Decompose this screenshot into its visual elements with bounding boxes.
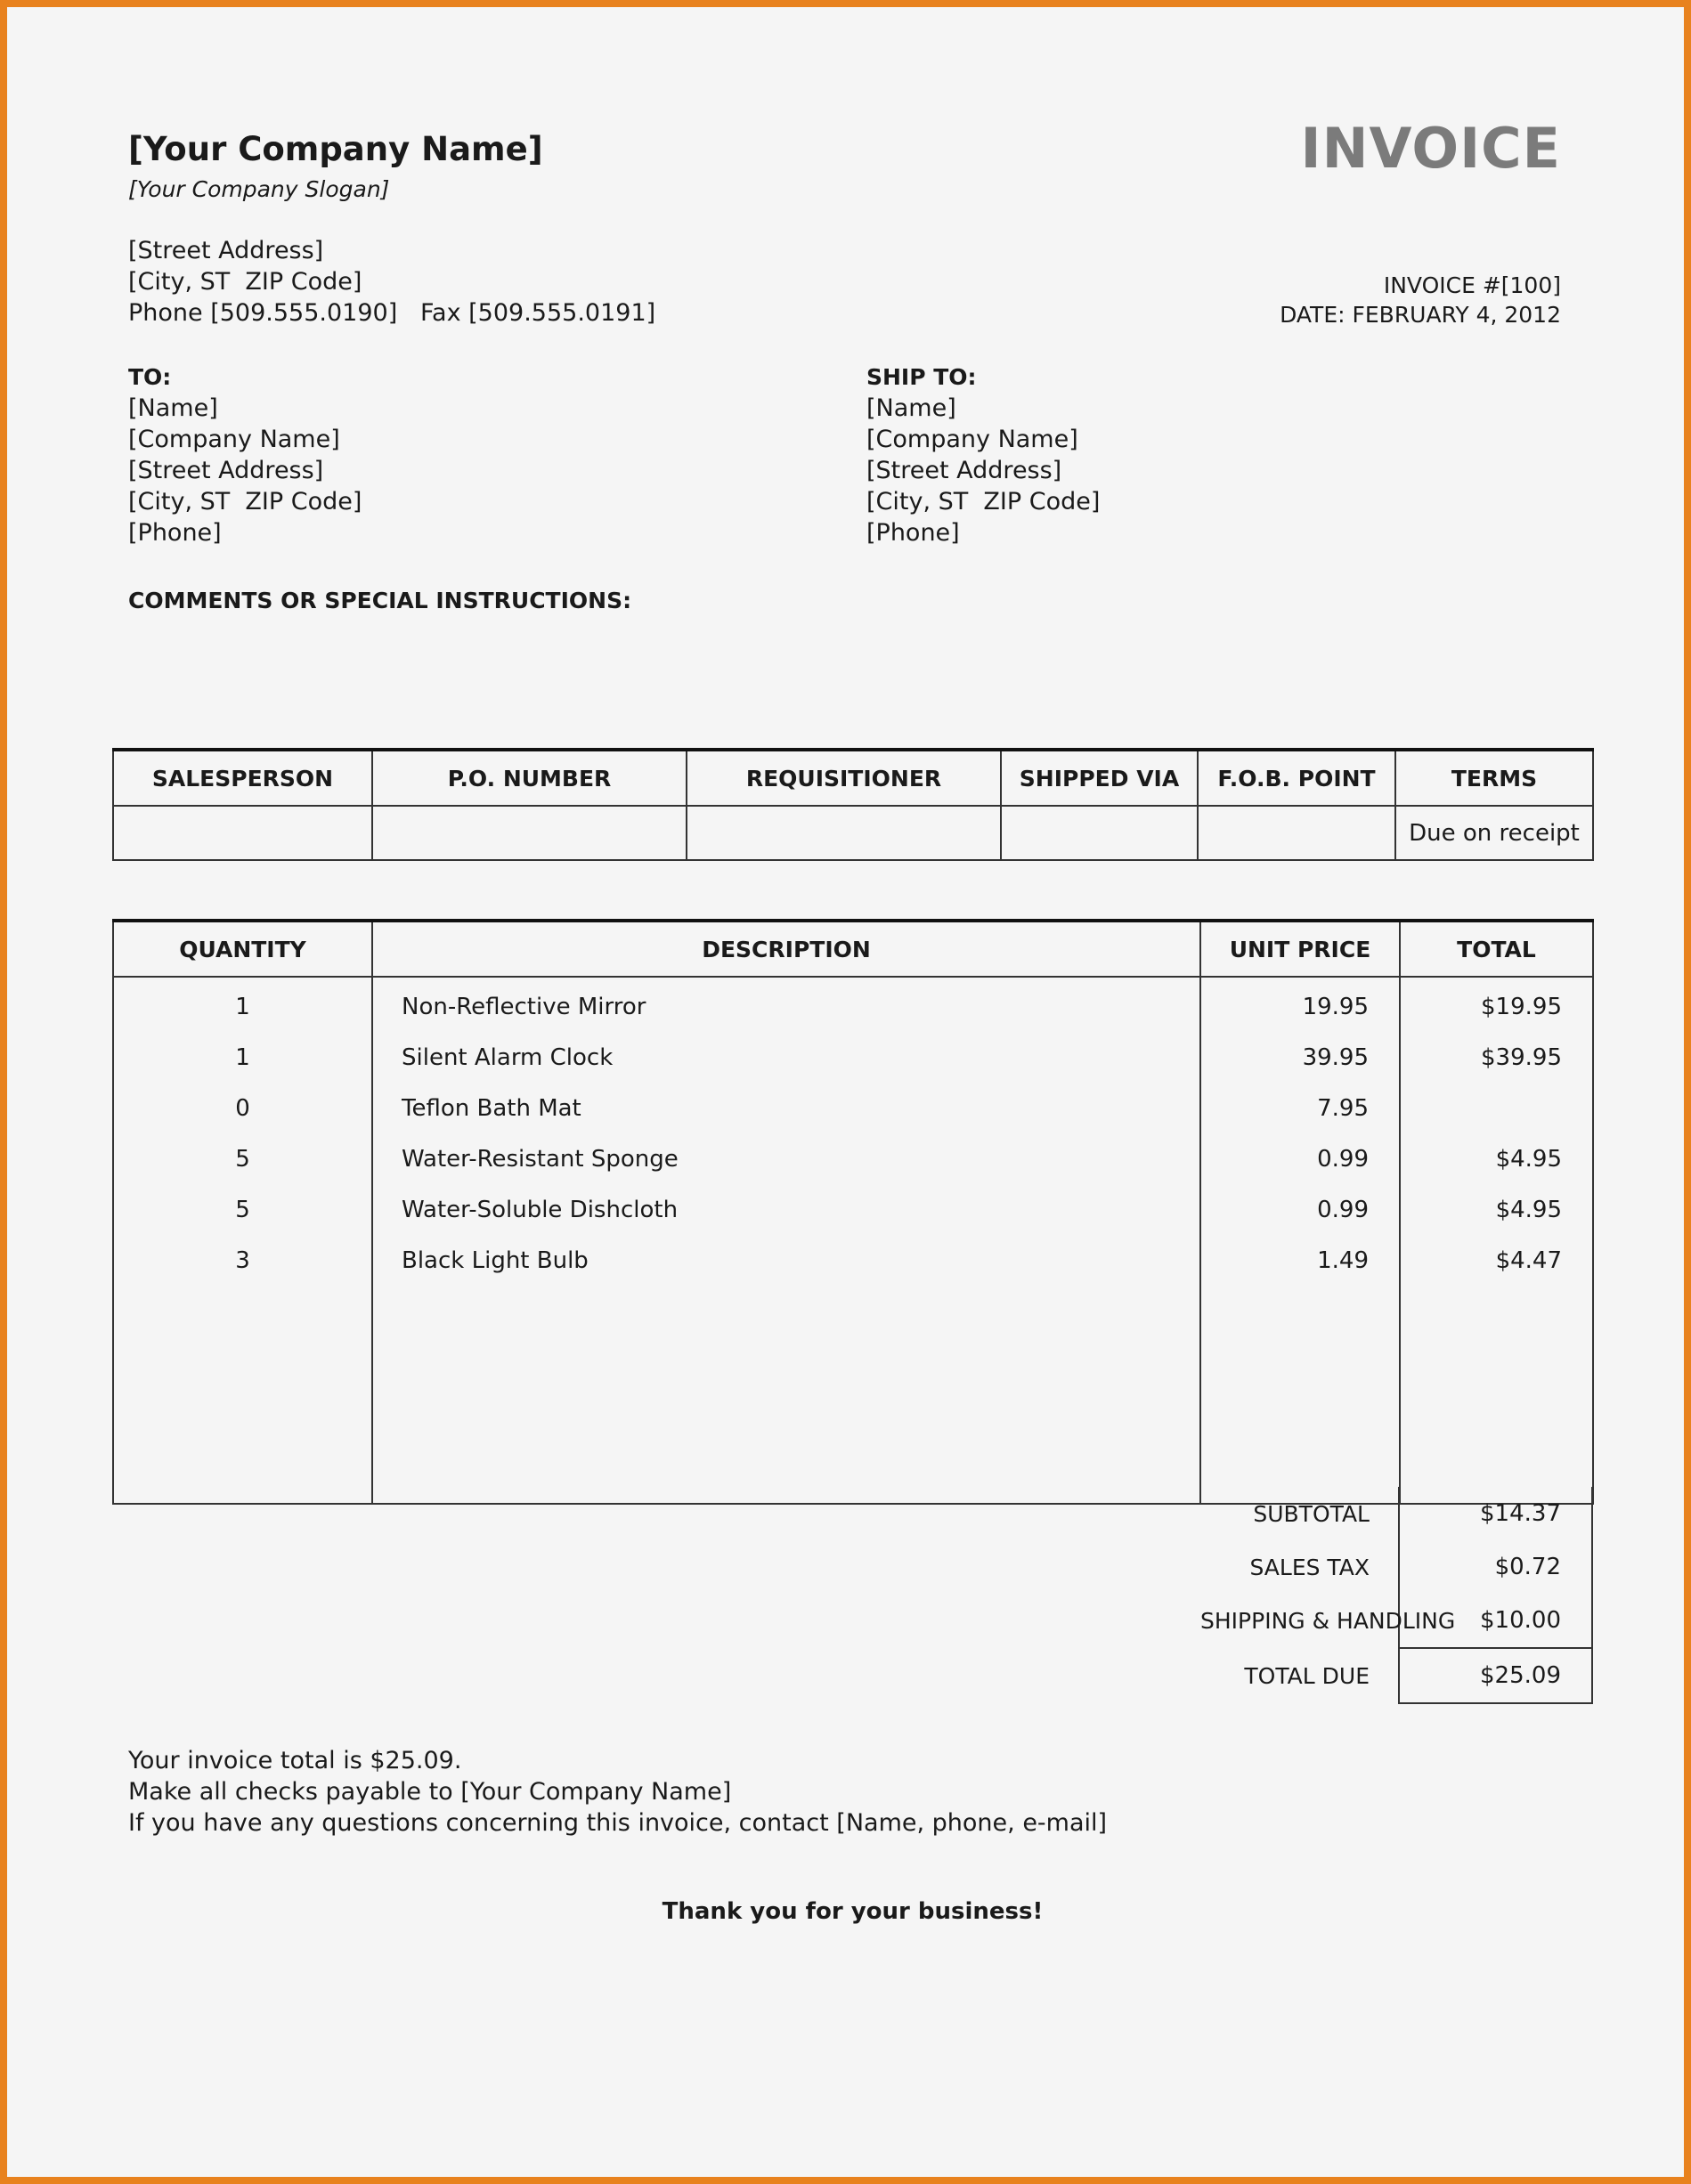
comments-heading: COMMENTS OR SPECIAL INSTRUCTIONS: bbox=[128, 588, 632, 613]
ship-to-phone: [Phone] bbox=[866, 519, 960, 547]
ship-to-street: [Street Address] bbox=[866, 457, 1062, 484]
invoice-total-note: Your invoice total is $25.09. bbox=[128, 1747, 462, 1774]
subtotal-label: SUBTOTAL bbox=[1253, 1500, 1370, 1527]
totals-row bbox=[1199, 1487, 1592, 1540]
item-unit-price: 0.99 bbox=[1200, 1184, 1400, 1235]
header-requisitioner: REQUISITIONER bbox=[687, 750, 1001, 806]
header-description: DESCRIPTION bbox=[372, 921, 1200, 977]
item-description: Non-Reflective Mirror bbox=[372, 977, 1200, 1032]
item-quantity: 0 bbox=[113, 1083, 372, 1133]
item-description: Water-Resistant Sponge bbox=[372, 1133, 1200, 1184]
sales-tax-value: $0.72 bbox=[1399, 1540, 1592, 1594]
empty-cell bbox=[1400, 1286, 1593, 1504]
header-total: TOTAL bbox=[1400, 921, 1593, 977]
table-header-row bbox=[113, 921, 1593, 977]
po-number-value bbox=[372, 806, 687, 860]
company-address bbox=[128, 235, 655, 329]
header-quantity: QUANTITY bbox=[113, 921, 372, 977]
totals-row bbox=[1199, 1594, 1592, 1648]
checks-payable-note: Make all checks payable to [Your Company Name] bbox=[128, 1778, 732, 1806]
invoice-number: INVOICE #[100] bbox=[1383, 272, 1561, 298]
company-slogan: [Your Company Slogan] bbox=[128, 176, 390, 202]
terms-value: Due on receipt bbox=[1395, 806, 1593, 860]
company-phone-fax: Phone [509.555.0190] Fax [509.555.0191] bbox=[128, 299, 656, 327]
item-total bbox=[1400, 1083, 1593, 1133]
item-description: Silent Alarm Clock bbox=[372, 1032, 1200, 1083]
shipped-via-value bbox=[1001, 806, 1198, 860]
header-fob-point: F.O.B. POINT bbox=[1198, 750, 1395, 806]
bill-to-block bbox=[128, 361, 362, 548]
bill-to-street: [Street Address] bbox=[128, 457, 324, 484]
invoice-meta bbox=[1280, 271, 1561, 329]
item-total: $4.95 bbox=[1400, 1184, 1593, 1235]
table-row bbox=[113, 1083, 1593, 1133]
item-unit-price: 0.99 bbox=[1200, 1133, 1400, 1184]
totals-table bbox=[1199, 1487, 1593, 1704]
item-quantity: 1 bbox=[113, 1032, 372, 1083]
empty-cell bbox=[113, 1286, 372, 1504]
salesperson-value bbox=[113, 806, 372, 860]
table-row bbox=[113, 977, 1593, 1032]
item-unit-price: 39.95 bbox=[1200, 1032, 1400, 1083]
contact-note: If you have any questions concerning this invoice, contact [Name, phone, e-mail] bbox=[128, 1809, 1108, 1837]
item-quantity: 1 bbox=[113, 977, 372, 1032]
item-description: Water-Soluble Dishcloth bbox=[372, 1184, 1200, 1235]
bill-to-name: [Name] bbox=[128, 394, 218, 422]
totals-row bbox=[1199, 1540, 1592, 1594]
ship-to-heading: SHIP TO: bbox=[866, 364, 977, 390]
bill-to-city: [City, ST ZIP Code] bbox=[128, 488, 362, 516]
totals-row bbox=[1199, 1648, 1592, 1703]
item-total: $4.95 bbox=[1400, 1133, 1593, 1184]
item-total: $19.95 bbox=[1400, 977, 1593, 1032]
invoice-title: INVOICE bbox=[1300, 116, 1561, 181]
header-unit-price: UNIT PRICE bbox=[1200, 921, 1400, 977]
item-total: $4.47 bbox=[1400, 1235, 1593, 1286]
invoice-date: DATE: FEBRUARY 4, 2012 bbox=[1280, 302, 1561, 328]
header-salesperson: SALESPERSON bbox=[113, 750, 372, 806]
item-unit-price: 7.95 bbox=[1200, 1083, 1400, 1133]
item-quantity: 5 bbox=[113, 1133, 372, 1184]
line-items-table bbox=[112, 919, 1594, 1505]
table-row bbox=[113, 1235, 1593, 1286]
subtotal-value: $14.37 bbox=[1399, 1487, 1592, 1540]
thank-you-message: Thank you for your business! bbox=[662, 1898, 1044, 1925]
header-po-number: P.O. NUMBER bbox=[372, 750, 687, 806]
fob-point-value bbox=[1198, 806, 1395, 860]
shipping-value: $10.00 bbox=[1399, 1594, 1592, 1648]
sales-tax-label: SALES TAX bbox=[1249, 1554, 1370, 1580]
table-row bbox=[113, 806, 1593, 860]
item-unit-price: 1.49 bbox=[1200, 1235, 1400, 1286]
footer-notes bbox=[128, 1745, 1107, 1839]
company-street: [Street Address] bbox=[128, 237, 324, 264]
ship-to-company: [Company Name] bbox=[866, 426, 1078, 453]
table-header-row bbox=[113, 750, 1593, 806]
empty-cell bbox=[1200, 1286, 1400, 1504]
total-due-label: TOTAL DUE bbox=[1244, 1662, 1370, 1689]
header-terms: TERMS bbox=[1395, 750, 1593, 806]
table-row bbox=[113, 1133, 1593, 1184]
empty-cell bbox=[372, 1286, 1200, 1504]
shipping-label: SHIPPING & HANDLING bbox=[1200, 1608, 1456, 1634]
ship-to-city: [City, ST ZIP Code] bbox=[866, 488, 1101, 516]
table-row bbox=[113, 1184, 1593, 1235]
bill-to-phone: [Phone] bbox=[128, 519, 222, 547]
item-total: $39.95 bbox=[1400, 1032, 1593, 1083]
company-city: [City, ST ZIP Code] bbox=[128, 268, 362, 296]
requisitioner-value bbox=[687, 806, 1001, 860]
bill-to-heading: TO: bbox=[128, 364, 172, 390]
table-row bbox=[113, 1032, 1593, 1083]
header-shipped-via: SHIPPED VIA bbox=[1001, 750, 1198, 806]
item-description: Black Light Bulb bbox=[372, 1235, 1200, 1286]
bill-to-company: [Company Name] bbox=[128, 426, 340, 453]
item-quantity: 3 bbox=[113, 1235, 372, 1286]
company-name: [Your Company Name] bbox=[128, 130, 543, 168]
ship-to-block bbox=[866, 361, 1100, 548]
ship-to-name: [Name] bbox=[866, 394, 956, 422]
total-due-value: $25.09 bbox=[1399, 1648, 1592, 1703]
table-empty-space bbox=[113, 1286, 1593, 1504]
item-description: Teflon Bath Mat bbox=[372, 1083, 1200, 1133]
item-unit-price: 19.95 bbox=[1200, 977, 1400, 1032]
order-info-table bbox=[112, 748, 1594, 861]
item-quantity: 5 bbox=[113, 1184, 372, 1235]
